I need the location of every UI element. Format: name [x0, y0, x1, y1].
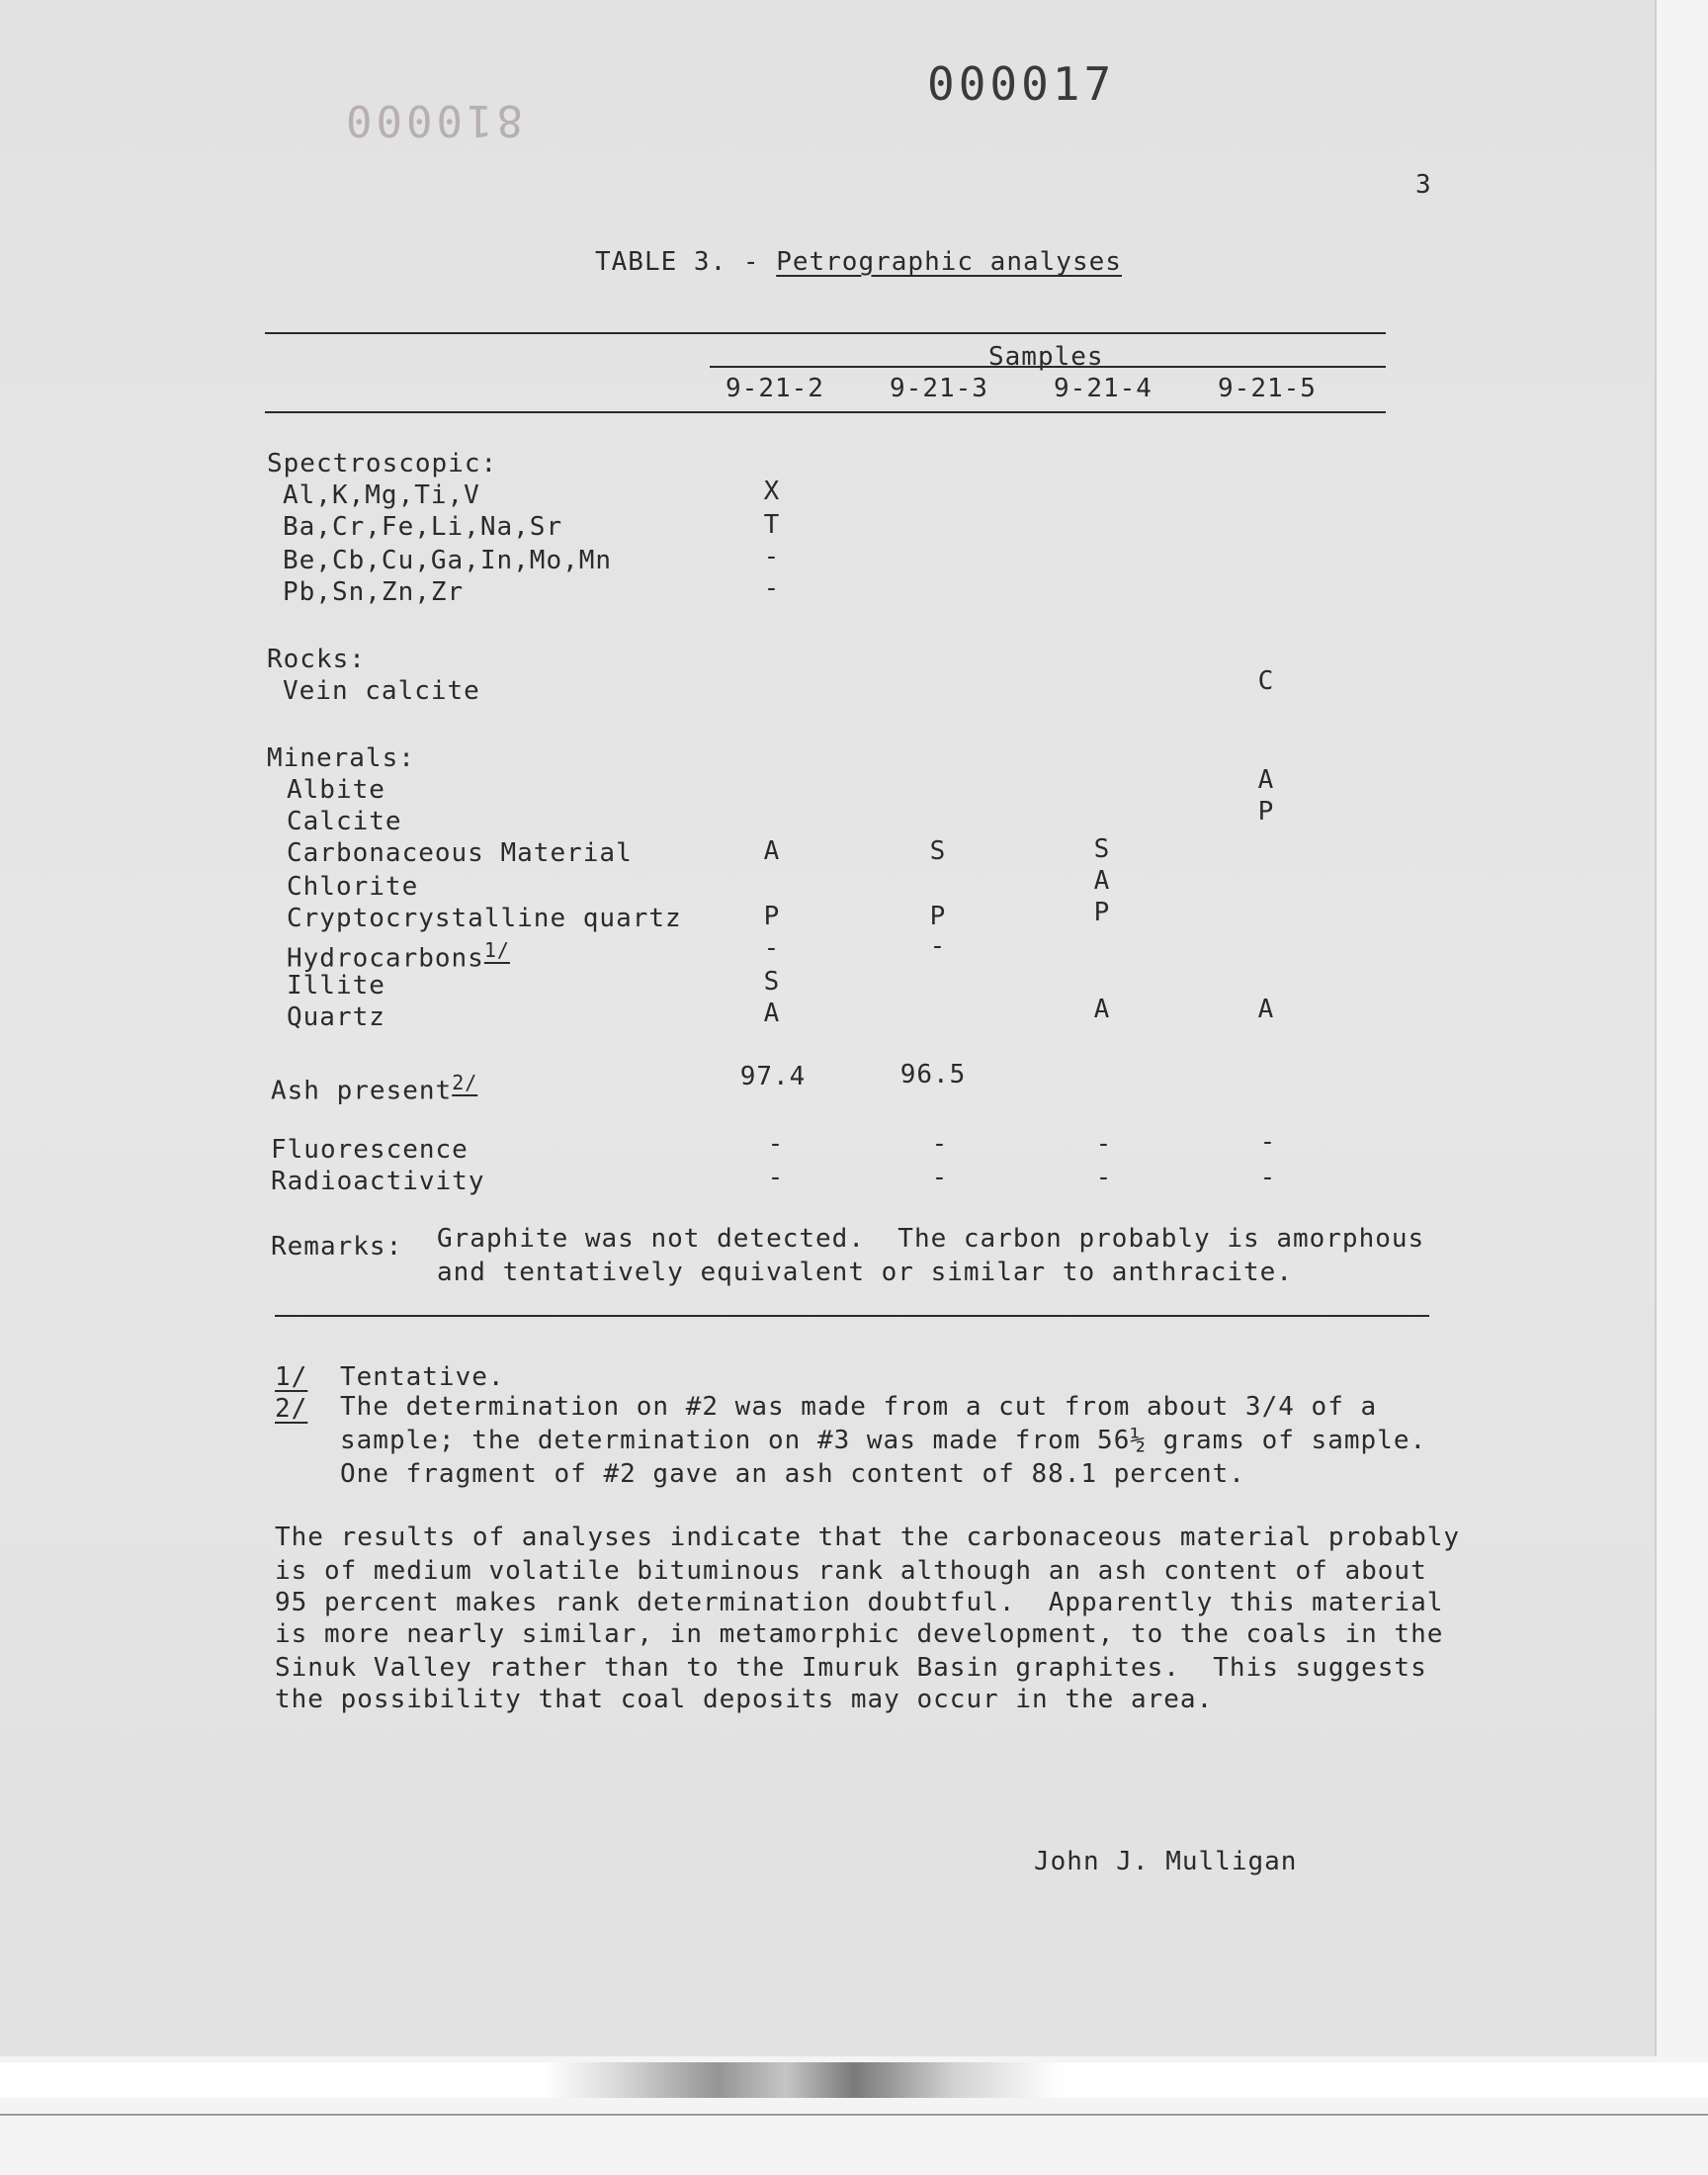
footnote-text: One fragment of #2 gave an ash content of 88.1 percent. [340, 1459, 1245, 1489]
cell-value: - [763, 573, 781, 603]
cell-value: S [763, 967, 781, 997]
cell-value: P [763, 902, 781, 931]
cell-value: X [763, 477, 781, 506]
cell-value: - [931, 1129, 949, 1159]
column-header: 9-21-2 [726, 374, 824, 403]
table-title-main: Petrographic analyses [776, 247, 1122, 277]
remarks-label: Remarks: [271, 1232, 403, 1262]
row-label: Carbonaceous Material [287, 838, 633, 868]
row-label: Calcite [287, 807, 402, 836]
paragraph-line: Sinuk Valley rather than to the Imuruk Basin graphites. This suggests [275, 1653, 1427, 1683]
cell-value: - [763, 542, 781, 571]
row-label: Cryptocrystalline quartz [287, 904, 682, 933]
cell-value: - [1095, 1163, 1113, 1192]
column-header: 9-21-4 [1054, 374, 1153, 403]
cell-value: A [1093, 995, 1111, 1024]
row-label: Radioactivity [271, 1167, 485, 1196]
row-label: Al,K,Mg,Ti,V [283, 480, 480, 510]
faint-stamp-number: 810000 [342, 95, 523, 145]
cell-value: A [1093, 866, 1111, 896]
paragraph-line: the possibility that coal deposits may occur in the area. [275, 1685, 1214, 1714]
table-title-prefix: TABLE 3. - [595, 247, 777, 277]
page-number: 3 [1415, 170, 1432, 200]
footnote-text: Tentative. [340, 1362, 505, 1392]
stamp-number: 000017 [927, 57, 1116, 111]
cell-value: S [929, 836, 947, 866]
column-header: 9-21-5 [1218, 374, 1317, 403]
footnote-ref: 2/ [452, 1071, 478, 1094]
row-label-text: Ash present [271, 1076, 453, 1106]
section-heading: Spectroscopic: [267, 449, 498, 478]
cell-value: A [763, 836, 781, 866]
cell-value: - [767, 1163, 785, 1192]
cell-value: - [1095, 1129, 1113, 1159]
signature: John J. Mulligan [1034, 1847, 1298, 1876]
table-top-rule [265, 332, 1386, 334]
paragraph-line: is of medium volatile bituminous rank although an ash content of about [275, 1556, 1427, 1586]
row-label: Pb,Sn,Zn,Zr [283, 577, 465, 607]
cell-value: - [763, 933, 781, 963]
row-label: Ba,Cr,Fe,Li,Na,Sr [283, 512, 563, 542]
cell-value: 96.5 [899, 1060, 967, 1089]
samples-header: Samples [988, 342, 1104, 372]
row-label: Fluorescence [271, 1135, 469, 1165]
table-title [595, 245, 1122, 279]
paragraph-line: The results of analyses indicate that the carbonaceous material probably [275, 1522, 1461, 1552]
row-label: Quartz [287, 1002, 385, 1032]
cell-value: A [1257, 995, 1275, 1024]
section-heading: Rocks: [267, 645, 366, 674]
footnote-mark: 2/ [275, 1394, 308, 1424]
cell-value: A [1257, 765, 1275, 795]
row-label: Chlorite [287, 872, 419, 902]
row-label-text: Hydrocarbons [287, 943, 484, 974]
remarks-line: Graphite was not detected. The carbon probably is amorphous [437, 1224, 1425, 1254]
cell-value: S [1093, 834, 1111, 864]
cell-value: - [929, 931, 947, 961]
footnote-text: sample; the determination on #3 was made from 56½ grams of sample. [340, 1426, 1427, 1455]
paragraph-line: is more nearly similar, in metamorphic development, to the coals in the [275, 1619, 1444, 1649]
cell-value: - [1259, 1163, 1277, 1192]
samples-rule [710, 366, 1386, 368]
row-label: Be,Cb,Cu,Ga,In,Mo,Mn [283, 546, 613, 575]
row-label: Albite [287, 775, 385, 805]
footnote-ref: 1/ [483, 938, 510, 962]
cell-value: - [1259, 1127, 1277, 1157]
row-label [271, 1066, 477, 1108]
cell-value: - [931, 1163, 949, 1192]
footnote-mark: 1/ [275, 1362, 308, 1392]
paragraph-line: 95 percent makes rank determination doubtful. Apparently this material [275, 1588, 1444, 1617]
footnote-text: The determination on #2 was made from a cut from about 3/4 of a [340, 1392, 1378, 1422]
cell-value: T [763, 510, 781, 540]
scan-edge-line [0, 2114, 1708, 2116]
column-header: 9-21-3 [890, 374, 988, 403]
cell-value: P [1093, 898, 1111, 927]
cell-value: C [1257, 666, 1275, 696]
section-heading: Minerals: [267, 743, 415, 773]
remarks-line: and tentatively equivalent or similar to anthracite. [437, 1258, 1293, 1287]
row-label: Illite [287, 971, 385, 1000]
cell-value: 97.4 [739, 1062, 807, 1091]
scan-artifact-strip [0, 2062, 1708, 2098]
cell-value: P [929, 902, 947, 931]
header-bottom-rule [265, 411, 1386, 413]
row-label: Vein calcite [283, 676, 480, 706]
cell-value: P [1257, 797, 1275, 826]
table-bottom-rule [275, 1315, 1429, 1317]
cell-value: A [763, 999, 781, 1028]
cell-value: - [767, 1129, 785, 1159]
